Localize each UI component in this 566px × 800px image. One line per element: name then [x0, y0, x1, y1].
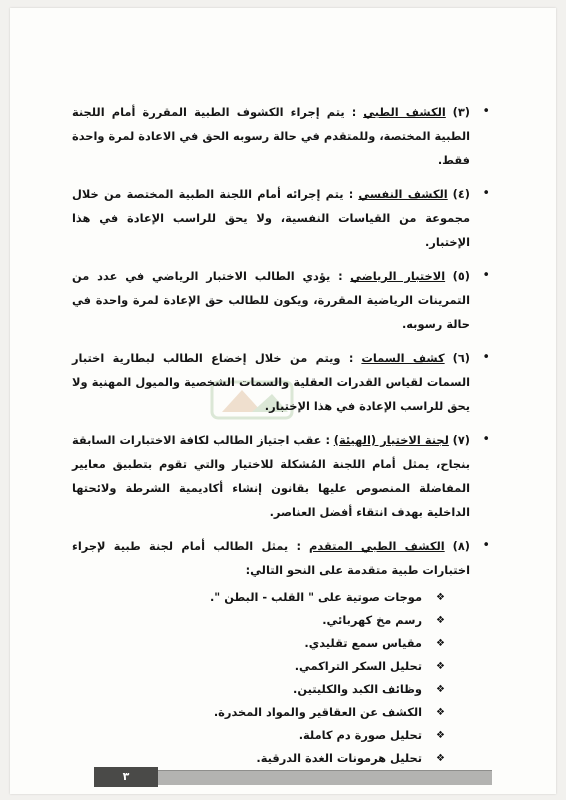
item-number: (٣): [452, 105, 470, 119]
list-item: ❖ رسم مخ كهربائي.: [72, 609, 444, 632]
diamond-bullet-icon: ❖: [436, 638, 444, 649]
bullet: •: [482, 186, 490, 201]
item-psych-exam: [72, 182, 492, 254]
item-number: (٨): [452, 539, 471, 553]
item-sports-test: [72, 264, 492, 336]
diamond-bullet-icon: ❖: [436, 730, 444, 741]
list-item: ❖ وظائف الكبد والكليتين.: [72, 678, 444, 701]
item-text: : يؤدي الطالب الاختبار الرياضي في عدد من التمرينات الرياضية المقررة، ويكون للطالب حق الإعادة لمرة واحدة في حالة رسوبه.: [72, 269, 470, 331]
item-advanced-medical: [72, 534, 492, 770]
bullet: •: [482, 268, 490, 283]
item-number: (٦): [452, 351, 470, 365]
document-page: [10, 8, 556, 794]
item-text: : ويتم من خلال إخضاع الطالب لبطارية اختبار السمات لقياس القدرات العقلية والسمات الشخصية والميول المهنية ولا يحق للراسب الإعادة في هذا الإختبار.: [72, 351, 470, 413]
list-item: ❖ الكشف عن العقاقير والمواد المخدرة.: [72, 701, 444, 724]
list-item: ❖ تحليل هرمونات الغدة الدرقية.: [72, 747, 444, 770]
item-number: (٤): [452, 187, 471, 201]
medical-tests-list: [72, 586, 470, 770]
list-item: ❖ مقياس سمع تقليدي.: [72, 632, 444, 655]
item-text: : يتم إجراء الكشوف الطبية المقررة أمام اللجنة الطبية المختصة، وللمتقدم في حالة رسوبه الحق في الاعادة لمرة واحدة فقط.: [72, 105, 470, 167]
item-heading: الاختبار الرياضي: [350, 269, 446, 283]
diamond-bullet-icon: ❖: [436, 592, 444, 603]
item-text: : يتم إجرائه أمام اللجنة الطبية المختصة من خلال مجموعة من القياسات النفسية، ولا يحق للراسب الإعادة في هذا الإختبار.: [72, 187, 470, 249]
item-heading: لجنة الاختيار (الهيئة): [333, 433, 449, 447]
bullet: •: [482, 104, 490, 119]
diamond-bullet-icon: ❖: [436, 753, 444, 764]
list-item: ❖ تحليل صورة دم كاملة.: [72, 724, 444, 747]
item-heading: كشف السمات: [361, 351, 445, 365]
list-item: ❖ تحليل السكر التراكمي.: [72, 655, 444, 678]
diamond-bullet-icon: ❖: [436, 684, 444, 695]
item-selection-committee: [72, 428, 492, 524]
item-medical-exam: [72, 100, 492, 172]
diamond-bullet-icon: ❖: [436, 661, 444, 672]
bullet: •: [482, 538, 490, 553]
page-number: ٣: [94, 767, 158, 787]
item-number: (٧): [452, 433, 470, 447]
item-number: (٥): [452, 269, 471, 283]
item-traits-exam: [72, 346, 492, 418]
item-heading: الكشف النفسي: [358, 187, 448, 201]
diamond-bullet-icon: ❖: [436, 707, 444, 718]
document-body: [72, 100, 492, 780]
item-heading: الكشف الطبي المتقدم: [309, 539, 445, 553]
item-text: : عقب اجتياز الطالب لكافة الاختبارات السابقة بنجاح، يمثل أمام اللجنة المُشكلة للاختيار والتي تقوم بتطبيق معايير المفاضلة المنصوص عليها بقانون إنشاء أكاديمية الشرطة ولائحتها الداخلية بهدف انتقاء أفضل العناصر.: [72, 433, 470, 519]
item-heading: الكشف الطبي: [363, 105, 446, 119]
list-item: ❖ موجات صوتية على " القلب - البطن ".: [72, 586, 444, 609]
bullet: •: [482, 350, 490, 365]
item-text: : يمثل الطالب أمام لجنة طبية لإجراء اختبارات طبية متقدمة على النحو التالي:: [72, 539, 470, 577]
diamond-bullet-icon: ❖: [436, 615, 444, 626]
bullet: •: [482, 432, 490, 447]
